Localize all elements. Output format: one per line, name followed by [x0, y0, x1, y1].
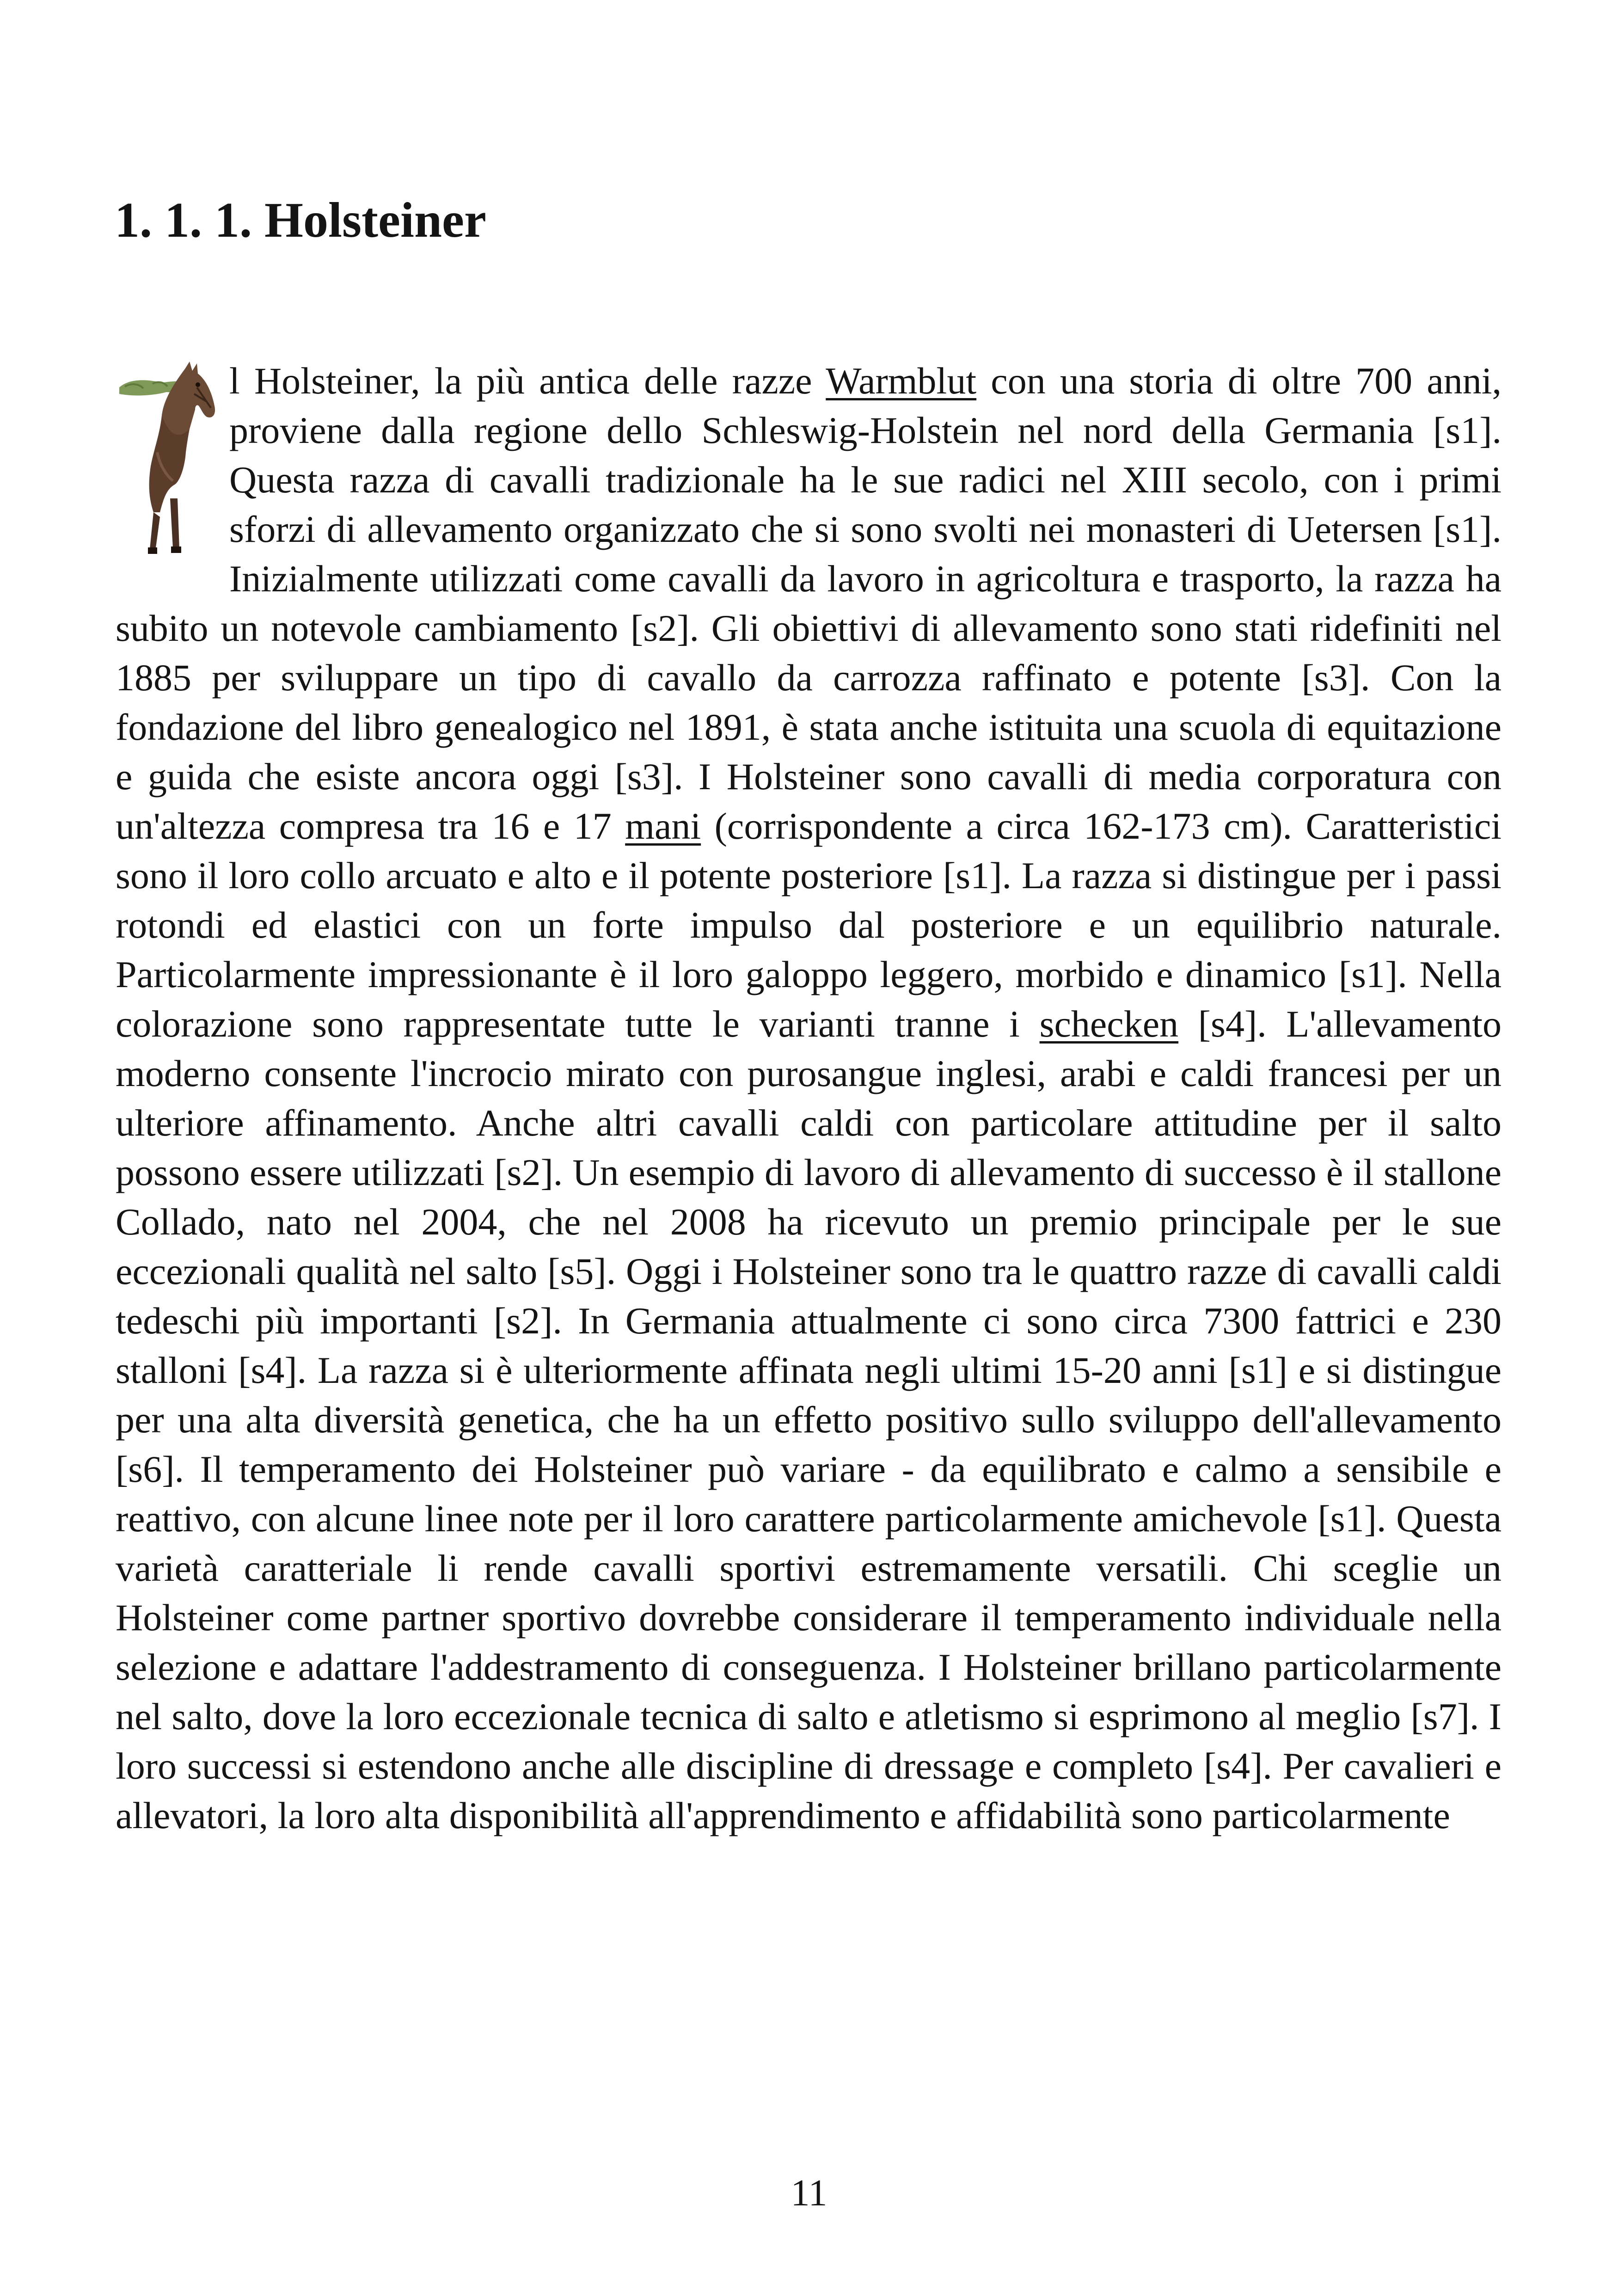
warmblut-link[interactable]: Warmblut [826, 360, 977, 402]
text-segment: con una storia di oltre 700 anni, proviene dalla regione dello Schleswig-Holstein nel nord della Germania [s1]. Questa razza di cavalli tradizionale ha le sue radici nel XIII secolo, con i primi sforzi di allevamento organizzato che si sono svolti nei monasteri di Uetersen [s1]. Inizialmente utilizzati come cavalli da lavoro in agricoltura e trasporto, la razza ha subito un notevole cambiamento [s2]. Gli obiettivi di allevamento sono stati ridefiniti nel 1885 per sviluppare un tipo di cavallo da carrozza raffinato e potente [s3]. Con la fondazione del libro genealogico nel 1891, è stata anche istituita una scuola di equitazione e guida che esiste ancora oggi [s3]. I Holsteiner sono cavalli di media corporatura con un'altezza compresa tra 16 e 17 [116, 360, 1502, 847]
text-segment: (corrispondente a circa 162-173 cm). Caratteristici sono il loro collo arcuato e alto e il potente posteriore [s1]. La razza si distingue per i passi rotondi ed elastici con un forte impulso dal posteriore e un equilibrio naturale. Particolarmente impressionante è il loro galoppo leggero, morbido e dinamico [s1]. Nella colorazione sono rappresentate tutte le varianti tranne i [116, 805, 1502, 1045]
schecken-link[interactable]: schecken [1039, 1003, 1179, 1045]
horse-illustrated-letter-icon [116, 360, 216, 558]
page-number: 11 [791, 2172, 827, 2214]
text-segment: [s4]. L'allevamento moderno consente l'incrocio mirato con purosangue inglesi, arabi e caldi francesi per un ulteriore affinamento. Anche altri cavalli caldi con particolare attitudine per il salto possono essere utilizzati [s2]. Un esempio di lavoro di allevamento di successo è il stallone Collado, nato nel 2004, che nel 2008 ha ricevuto un premio principale per le sue eccezionali qualità nel salto [s5]. Oggi i Holsteiner sono tra le quattro razze di cavalli caldi tedeschi più importanti [s2]. In Germania attualmente ci sono circa 7300 fattrici e 230 stalloni [s4]. La razza si è ulteriormente affinata negli ultimi 15-20 anni [s1] e si distingue per una alta diversità genetica, che ha un effetto positivo sullo sviluppo dell'allevamento [s6]. Il temperamento dei Holsteiner può variare - da equilibrato e calmo a sensibile e reattivo, con alcune linee note per il loro carattere particolarmente amichevole [s1]. Questa varietà caratteriale li rende cavalli sportivi estremamente versatili. Chi sceglie un Holsteiner come partner sportivo dovrebbe considerare il temperamento individuale nella selezione e adattare l'addestramento di conseguenza. I Holsteiner brillano particolarmente nel salto, dove la loro eccezionale tecnica di salto e atletismo si esprimono al meglio [s7]. I loro successi si estendono anche alle discipline di dressage e completo [s4]. Per cavalieri e allevatori, la loro alta disponibilità all'apprendimento e affidabilità sono particolarmente [116, 1003, 1502, 1836]
mani-link[interactable]: mani [625, 805, 701, 847]
section-heading: 1. 1. 1. Holsteiner [115, 193, 486, 248]
body-paragraph [116, 356, 1502, 1840]
text-segment: l Holsteiner, la più antica delle razze [229, 360, 826, 402]
